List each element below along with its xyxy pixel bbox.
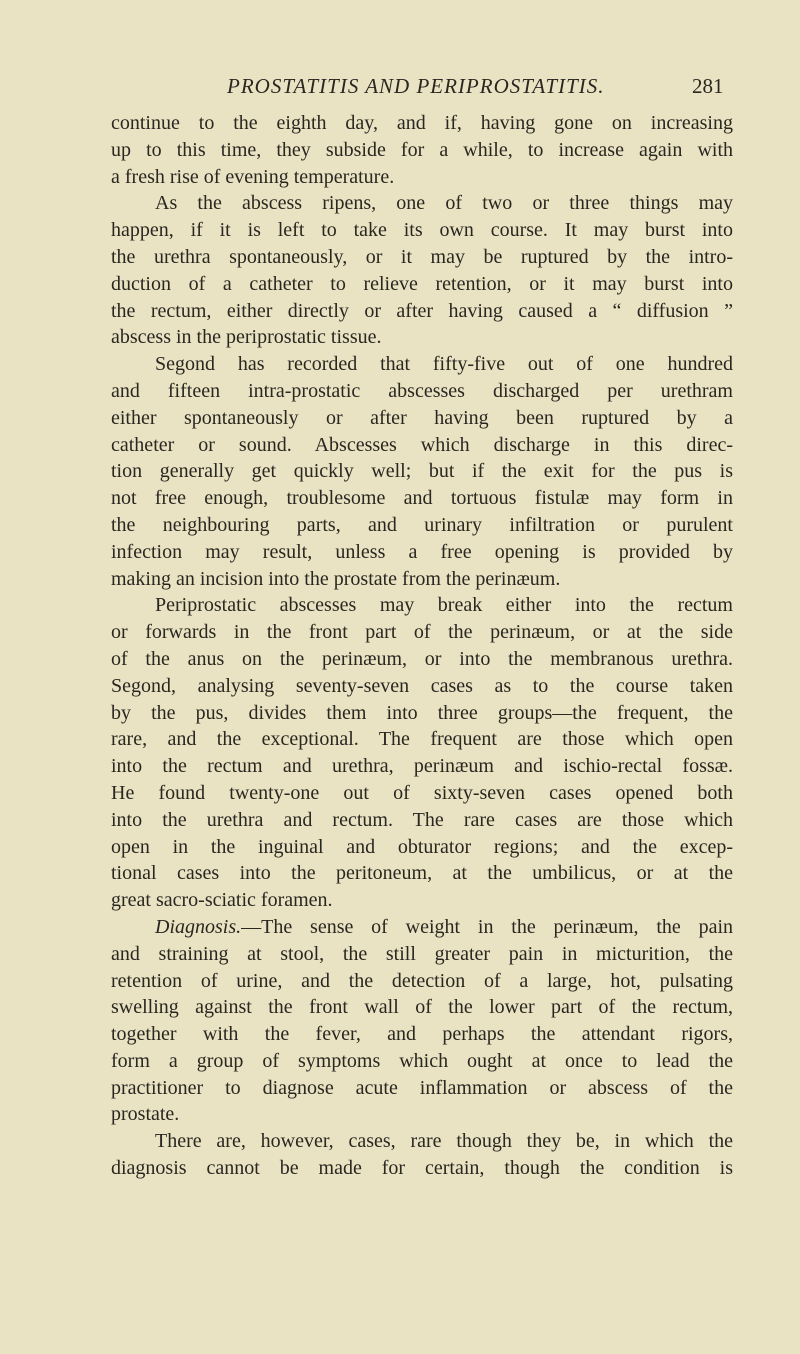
- line-text: catheter or sound. Abscesses which discharge in this direc-: [111, 433, 733, 456]
- line-text: tional cases into the peritoneum, at the umbilicus, or at the: [111, 862, 733, 885]
- line-text: duction of a catheter to relieve retention, or it may burst into: [111, 272, 733, 295]
- text-line: [111, 780, 733, 807]
- line-text: infection may result, unless a free opening is provided by: [111, 540, 733, 563]
- text-line: [111, 619, 733, 646]
- text-line: [111, 1075, 733, 1102]
- text-line: [111, 673, 733, 700]
- line-text: As the abscess ripens, one of two or three things may: [155, 192, 733, 215]
- line-text: not free enough, troublesome and tortuous fistulæ may form in: [111, 487, 733, 510]
- text-line: [111, 646, 733, 673]
- text-line: [111, 592, 733, 619]
- text-line: [111, 298, 733, 325]
- text-line: [111, 110, 733, 137]
- line-text: and straining at stool, the still greater pain in micturition, the: [111, 942, 733, 965]
- text-line: [111, 887, 733, 914]
- line-text: continue to the eighth day, and if, having gone on increasing: [111, 112, 733, 134]
- line-text: or forwards in the front part of the perinæum, or at the side: [111, 621, 733, 644]
- line-text: the urethra spontaneously, or it may be ruptured by the intro-: [111, 245, 733, 268]
- text-line: [111, 190, 733, 217]
- text-line: [111, 378, 733, 405]
- line-text: by the pus, divides them into three groups—the frequent, the: [111, 701, 733, 724]
- text-line: [111, 968, 733, 995]
- body-text: [111, 110, 733, 1182]
- line-text: diagnosis cannot be made for certain, though the condition is: [111, 1157, 733, 1180]
- line-text: happen, if it is left to take its own course. It may burst into: [111, 219, 733, 242]
- line-text: open in the inguinal and obturator regions; and the excep-: [111, 835, 733, 858]
- line-text: Segond has recorded that fifty-five out of one hundred: [155, 353, 733, 376]
- line-text: the rectum, either directly or after having caused a “ diffusion ”: [111, 299, 733, 322]
- line-text: Segond, analysing seventy-seven cases as to the course taken: [111, 674, 733, 697]
- text-line: [111, 994, 733, 1021]
- text-line: [111, 351, 733, 378]
- line-text: prostate.: [111, 1103, 180, 1126]
- run-in-heading: Diagnosis.: [155, 915, 242, 938]
- line-text: the neighbouring parts, and urinary infiltration or purulent: [111, 513, 733, 536]
- line-text: Periprostatic abscesses may break either into the rectum: [155, 594, 733, 617]
- text-line: [111, 1128, 733, 1155]
- text-line: [111, 807, 733, 834]
- line-text: either spontaneously or after having been ruptured by a: [111, 406, 733, 429]
- text-line: [111, 1048, 733, 1075]
- text-line: [111, 914, 733, 941]
- line-text: into the rectum and urethra, perinæum and ischio-rectal fossæ.: [111, 755, 733, 778]
- text-line: [111, 726, 733, 753]
- text-line: [111, 458, 733, 485]
- text-line: [111, 405, 733, 432]
- line-text: up to this time, they subside for a while, to increase again with: [111, 138, 733, 161]
- text-line: [111, 137, 733, 164]
- text-line: [111, 834, 733, 861]
- line-text: swelling against the front wall of the lower part of the rectum,: [111, 996, 733, 1019]
- line-text: rare, and the exceptional. The frequent are those which open: [111, 728, 733, 751]
- line-text: practitioner to diagnose acute inflammation or abscess of the: [111, 1076, 733, 1099]
- text-line: [111, 244, 733, 271]
- line-text: tion generally get quickly well; but if the exit for the pus is: [111, 460, 733, 483]
- text-line: [111, 164, 733, 191]
- text-line: [111, 485, 733, 512]
- line-text: together with the fever, and perhaps the attendant rigors,: [111, 1023, 733, 1046]
- text-line: [111, 860, 733, 887]
- text-line: [111, 271, 733, 298]
- text-line: [111, 217, 733, 244]
- text-line: [111, 432, 733, 459]
- text-line: [111, 700, 733, 727]
- text-line: [111, 512, 733, 539]
- text-line: [111, 324, 733, 351]
- text-line: [111, 1155, 733, 1182]
- text-line: [111, 539, 733, 566]
- line-text: making an incision into the prostate from the perinæum.: [111, 567, 561, 590]
- running-head: PROSTATITIS AND PERIPROSTATITIS.: [227, 74, 605, 98]
- page-number: 281: [692, 74, 724, 98]
- line-text: of the anus on the perinæum, or into the membranous urethra.: [111, 647, 733, 670]
- line-text: great sacro-sciatic foramen.: [111, 889, 333, 912]
- line-text: There are, however, cases, rare though they be, in which the: [155, 1130, 733, 1153]
- text-line: [111, 566, 733, 593]
- text-line: [111, 941, 733, 968]
- line-text: He found twenty-one out of sixty-seven cases opened both: [111, 781, 733, 804]
- text-line: [111, 753, 733, 780]
- line-text: —The sense of weight in the perinæum, the pain: [241, 915, 733, 938]
- line-text: form a group of symptoms which ought at once to lead the: [111, 1049, 733, 1072]
- text-line: [111, 1101, 733, 1128]
- line-text: and fifteen intra-prostatic abscesses discharged per urethram: [111, 379, 733, 402]
- line-text: into the urethra and rectum. The rare cases are those which: [111, 808, 733, 831]
- text-line: [111, 1021, 733, 1048]
- line-text: abscess in the periprostatic tissue.: [111, 326, 382, 349]
- line-text: retention of urine, and the detection of a large, hot, pulsating: [111, 969, 733, 992]
- line-text: a fresh rise of evening temperature.: [111, 165, 395, 188]
